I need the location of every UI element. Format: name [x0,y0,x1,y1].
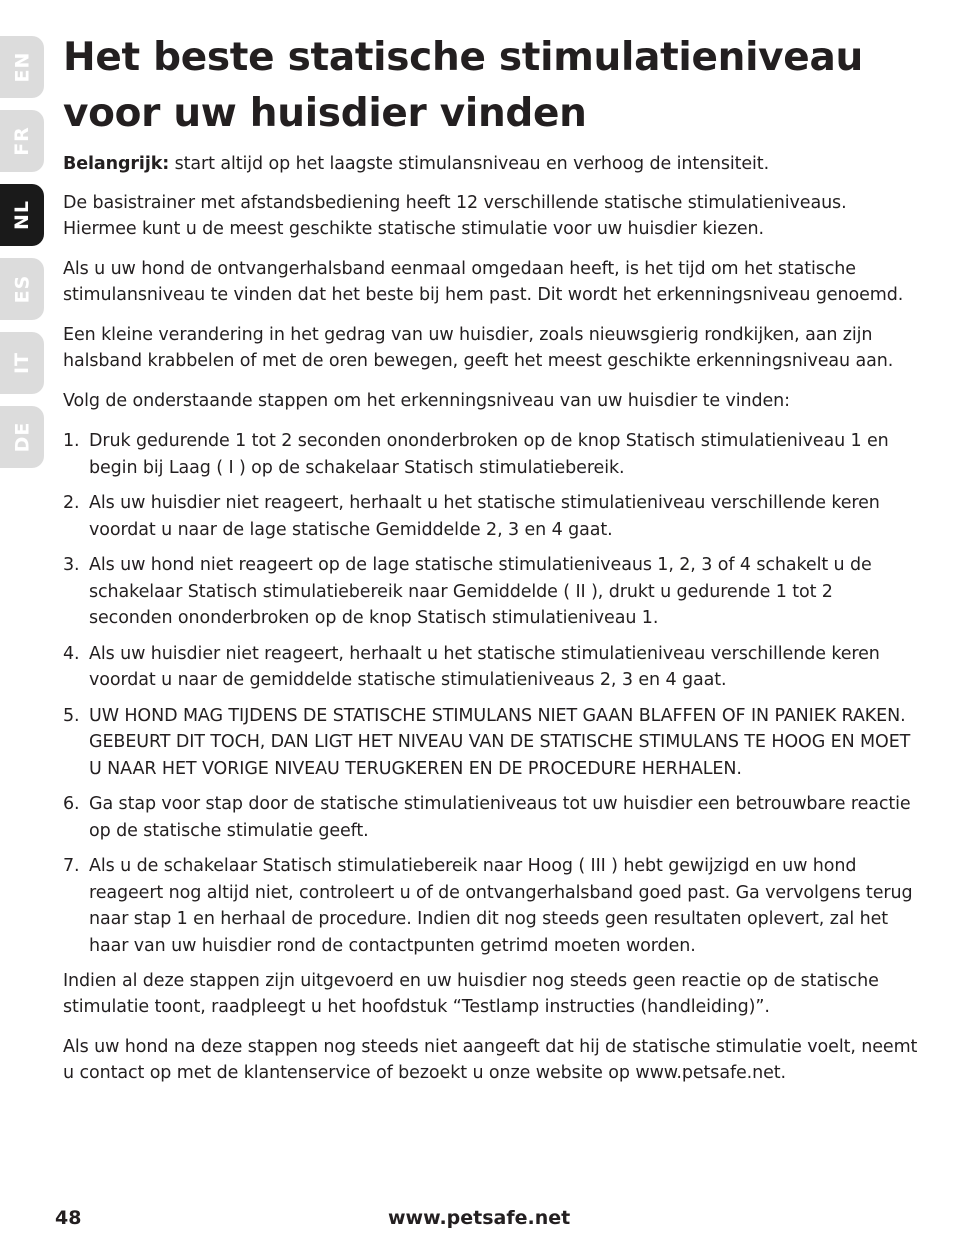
step-item [63,641,919,694]
intro-paragraph: Als u uw hond de ontvangerhalsband eenmaal omgedaan heeft, is het tijd om het statische stimulansniveau te vinden dat het beste bij hem past. Dit wordt het erkenningsniveau genoemd. [63,259,904,305]
lang-tab-es[interactable] [0,258,44,320]
main-content [63,30,919,1100]
closing-paragraph: Indien al deze stappen zijn uitgevoerd en uw huisdier nog steeds geen reactie op de statische stimulatie toont, raadpleegt u het hoofdstuk “Testlamp instructies (handleiding)”. [63,971,879,1017]
step-number: 2. [63,493,80,513]
intro-paragraph: Een kleine verandering in het gedrag van uw huisdier, zoals nieuwsgierig rondkijken, aan zijn halsband krabbelen of met de oren bewegen, geeft het meest geschikte erkenningsniveau aan. [63,325,894,371]
page-title [63,30,919,142]
lang-tab-label: EN [10,51,33,83]
lang-tab-label: FR [10,126,33,156]
step-number: 5. [63,705,80,726]
step-text: Als uw huisdier niet reageert, herhaalt u het statische stimulatieniveau verschillende keren voordat u naar de lage statische Gemiddelde 2, 3 en 4 gaat. [89,493,880,540]
step-number: 1. [63,431,80,451]
step-item [63,791,919,844]
important-note [63,151,919,177]
important-label: Belangrijk: [63,154,170,174]
step-number: 3. [63,555,80,575]
lang-tab-fr[interactable] [0,110,44,172]
lang-tab-de[interactable] [0,406,44,468]
page-title-line-2: voor uw huisdier vinden [63,91,587,136]
closing-paragraph: Als uw hond na deze stappen nog steeds niet aangeeft dat hij de statische stimulatie voelt, neemt u contact op met de klantenservice of bezoekt u onze website op www.petsafe.net. [63,1037,918,1083]
intro-paragraph: De basistrainer met afstandsbediening heeft 12 verschillende statische stimulatieniveaus. Hiermee kunt u de meest geschikte statische stimulatie voor uw huisdier kiezen. [63,193,847,239]
step-item [63,703,919,783]
lang-tab-en[interactable] [0,36,44,98]
steps-list [63,428,919,959]
lang-tab-nl[interactable] [0,184,44,246]
lang-tab-label: ES [10,274,33,304]
step-item [63,428,919,481]
steps-intro: Volg de onderstaande stappen om het erkenningsniveau van uw huisdier te vinden: [63,391,790,411]
lang-tab-it[interactable] [0,332,44,394]
step-number: 7. [63,856,80,876]
step-text: UW HOND MAG TIJDENS DE STATISCHE STIMULANS NIET GAAN BLAFFEN OF IN PANIEK RAKEN. GEBEURT DIT TOCH, DAN LIGT HET NIVEAU VAN DE STATISCHE STIMULANS TE HOOG EN MOET U NAAR HET VORIGE NIVEAU TERUGKEREN EN DE PROCEDURE HERHALEN. [89,705,911,779]
step-number: 6. [63,794,80,814]
important-text: start altijd op het laagste stimulansniveau en verhoog de intensiteit. [169,154,770,174]
page-number: 48 [55,1207,82,1229]
page-title-line-1: Het beste statische stimulatieniveau [63,35,863,80]
step-item [63,853,919,959]
step-text: Als uw huisdier niet reageert, herhaalt u het statische stimulatieniveau verschillende keren voordat u naar de gemiddelde statische stimulatieniveaus 2, 3 en 4 gaat. [89,643,880,690]
step-text: Als uw hond niet reageert op de lage statische stimulatieniveaus 1, 2, 3 of 4 schakelt u de schakelaar Statisch stimulatiebereik naar Gemiddelde ( II ), drukt u gedurende 1 tot 2 seconden ononderbroken op de knop Statisch stimulatieniveau 1. [89,555,872,628]
step-text: Druk gedurende 1 tot 2 seconden ononderbroken op de knop Statisch stimulatieniveau 1 en begin bij Laag ( I ) op de schakelaar Statisch stimulatiebereik. [89,431,889,478]
step-item [63,490,919,543]
lang-tab-label: IT [11,351,33,375]
step-number: 4. [63,643,80,664]
lang-tab-label: DE [10,421,33,453]
step-text: Ga stap voor stap door de statische stimulatieniveaus tot uw huisdier een betrouwbare reactie op de statische stimulatie geeft. [89,794,911,841]
footer-url[interactable]: www.petsafe.net [388,1207,571,1229]
lang-tab-label: NL [10,199,33,231]
step-text: Als u de schakelaar Statisch stimulatiebereik naar Hoog ( III ) hebt gewijzigd en uw hond reageert nog altijd niet, controleert u of de ontvangerhalsband goed past. Ga vervolgens terug naar stap 1 en herhaal de procedure. Indien dit nog steeds geen resultaten oplevert, zal het haar van uw huisdier rond de contactpunten getrimd moeten worden. [89,856,913,956]
step-item [63,552,919,632]
